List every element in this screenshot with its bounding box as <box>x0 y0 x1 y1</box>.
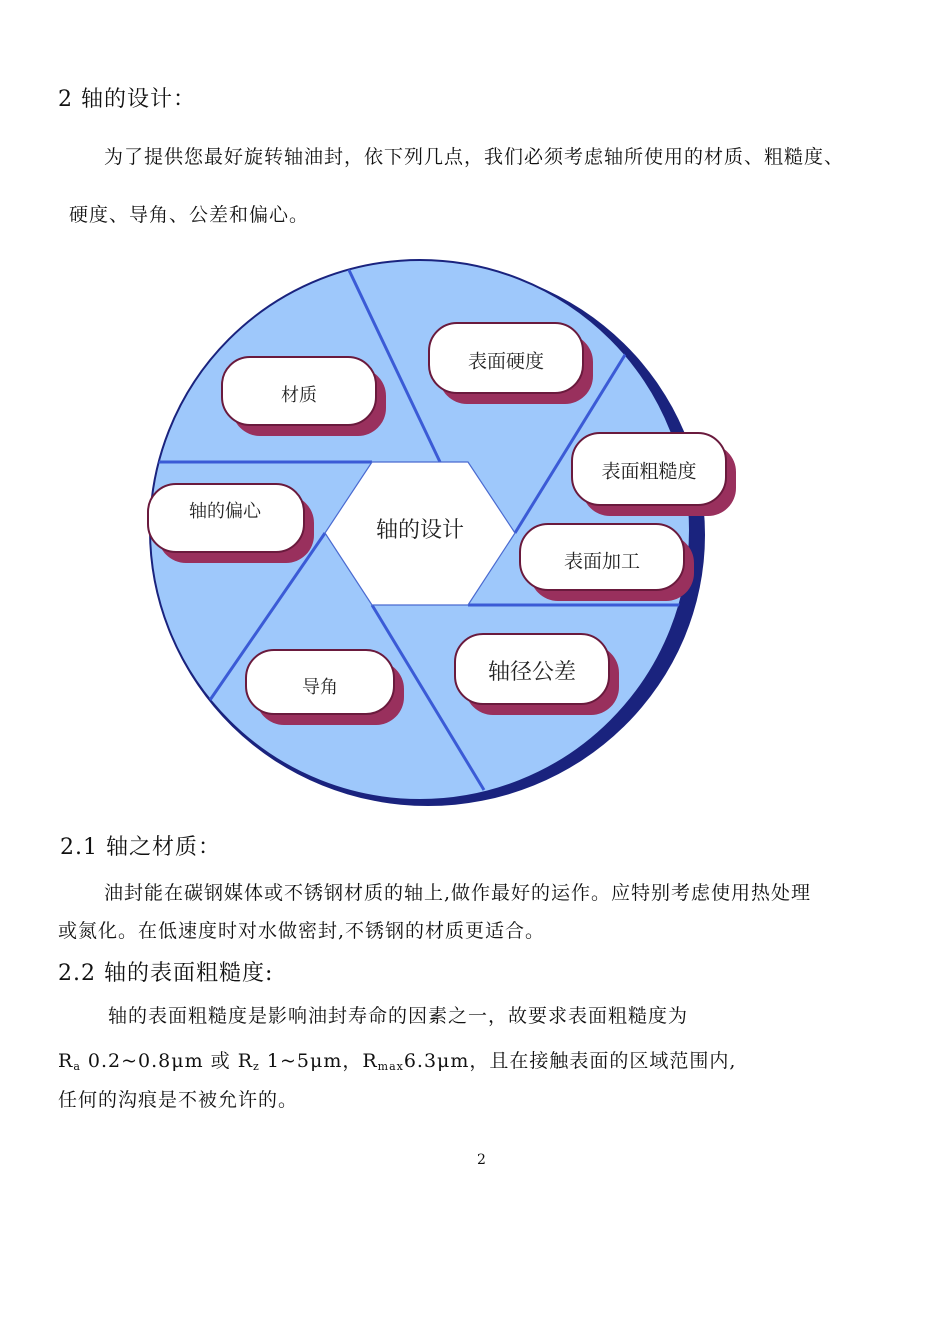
surface-roughness-label: 表面粗糙度 <box>601 460 697 483</box>
section-2-1-line1: 油封能在碳钢媒体或不锈钢材质的轴上,做作最好的运作。应特别考虑使用热处理 <box>104 882 812 904</box>
page-number: 2 <box>477 1152 486 1168</box>
surface-machining-label: 表面加工 <box>563 550 641 573</box>
shaft-tolerance-label: 轴径公差 <box>487 660 577 685</box>
pill-eccentricity <box>148 484 314 563</box>
section-2-2-line3: 任何的沟痕是不被允许的。 <box>58 1089 299 1111</box>
section-2-2-title: 2.2 轴的表面粗糙度: <box>58 961 274 986</box>
section-2-2-line1: 轴的表面粗糙度是影响油封寿命的因素之一，故要求表面粗糙度为 <box>108 1005 689 1027</box>
material-label: 材质 <box>281 385 317 406</box>
surface-hardness-label: 表面硬度 <box>467 350 545 373</box>
section-2-intro-line1: 为了提供您最好旋转轴油封，依下列几点，我们必须考虑轴所使用的材质、粗糙度、 <box>104 146 845 168</box>
chamfer-label: 导角 <box>302 677 338 698</box>
section-2-intro-line2: 硬度、导角、公差和偏心。 <box>69 204 310 226</box>
diagram-center-label: 轴的设计 <box>375 518 465 543</box>
eccentricity-label: 轴的偏心 <box>189 501 261 522</box>
section-2-1-line2: 或氮化。在低速度时对水做密封,不锈钢的材质更适合。 <box>58 920 546 942</box>
section-2-1-title: 2.1 轴之材质： <box>60 835 221 860</box>
section-2-title: 2 轴的设计： <box>58 87 196 112</box>
section-2-2-line2: $R_a$ 0.2~0.8μm 或 $R_z$ 1~5μm，$R_{max}6.3\mu m$，且在接触表面的区域范围内, <box>58 1050 737 1073</box>
